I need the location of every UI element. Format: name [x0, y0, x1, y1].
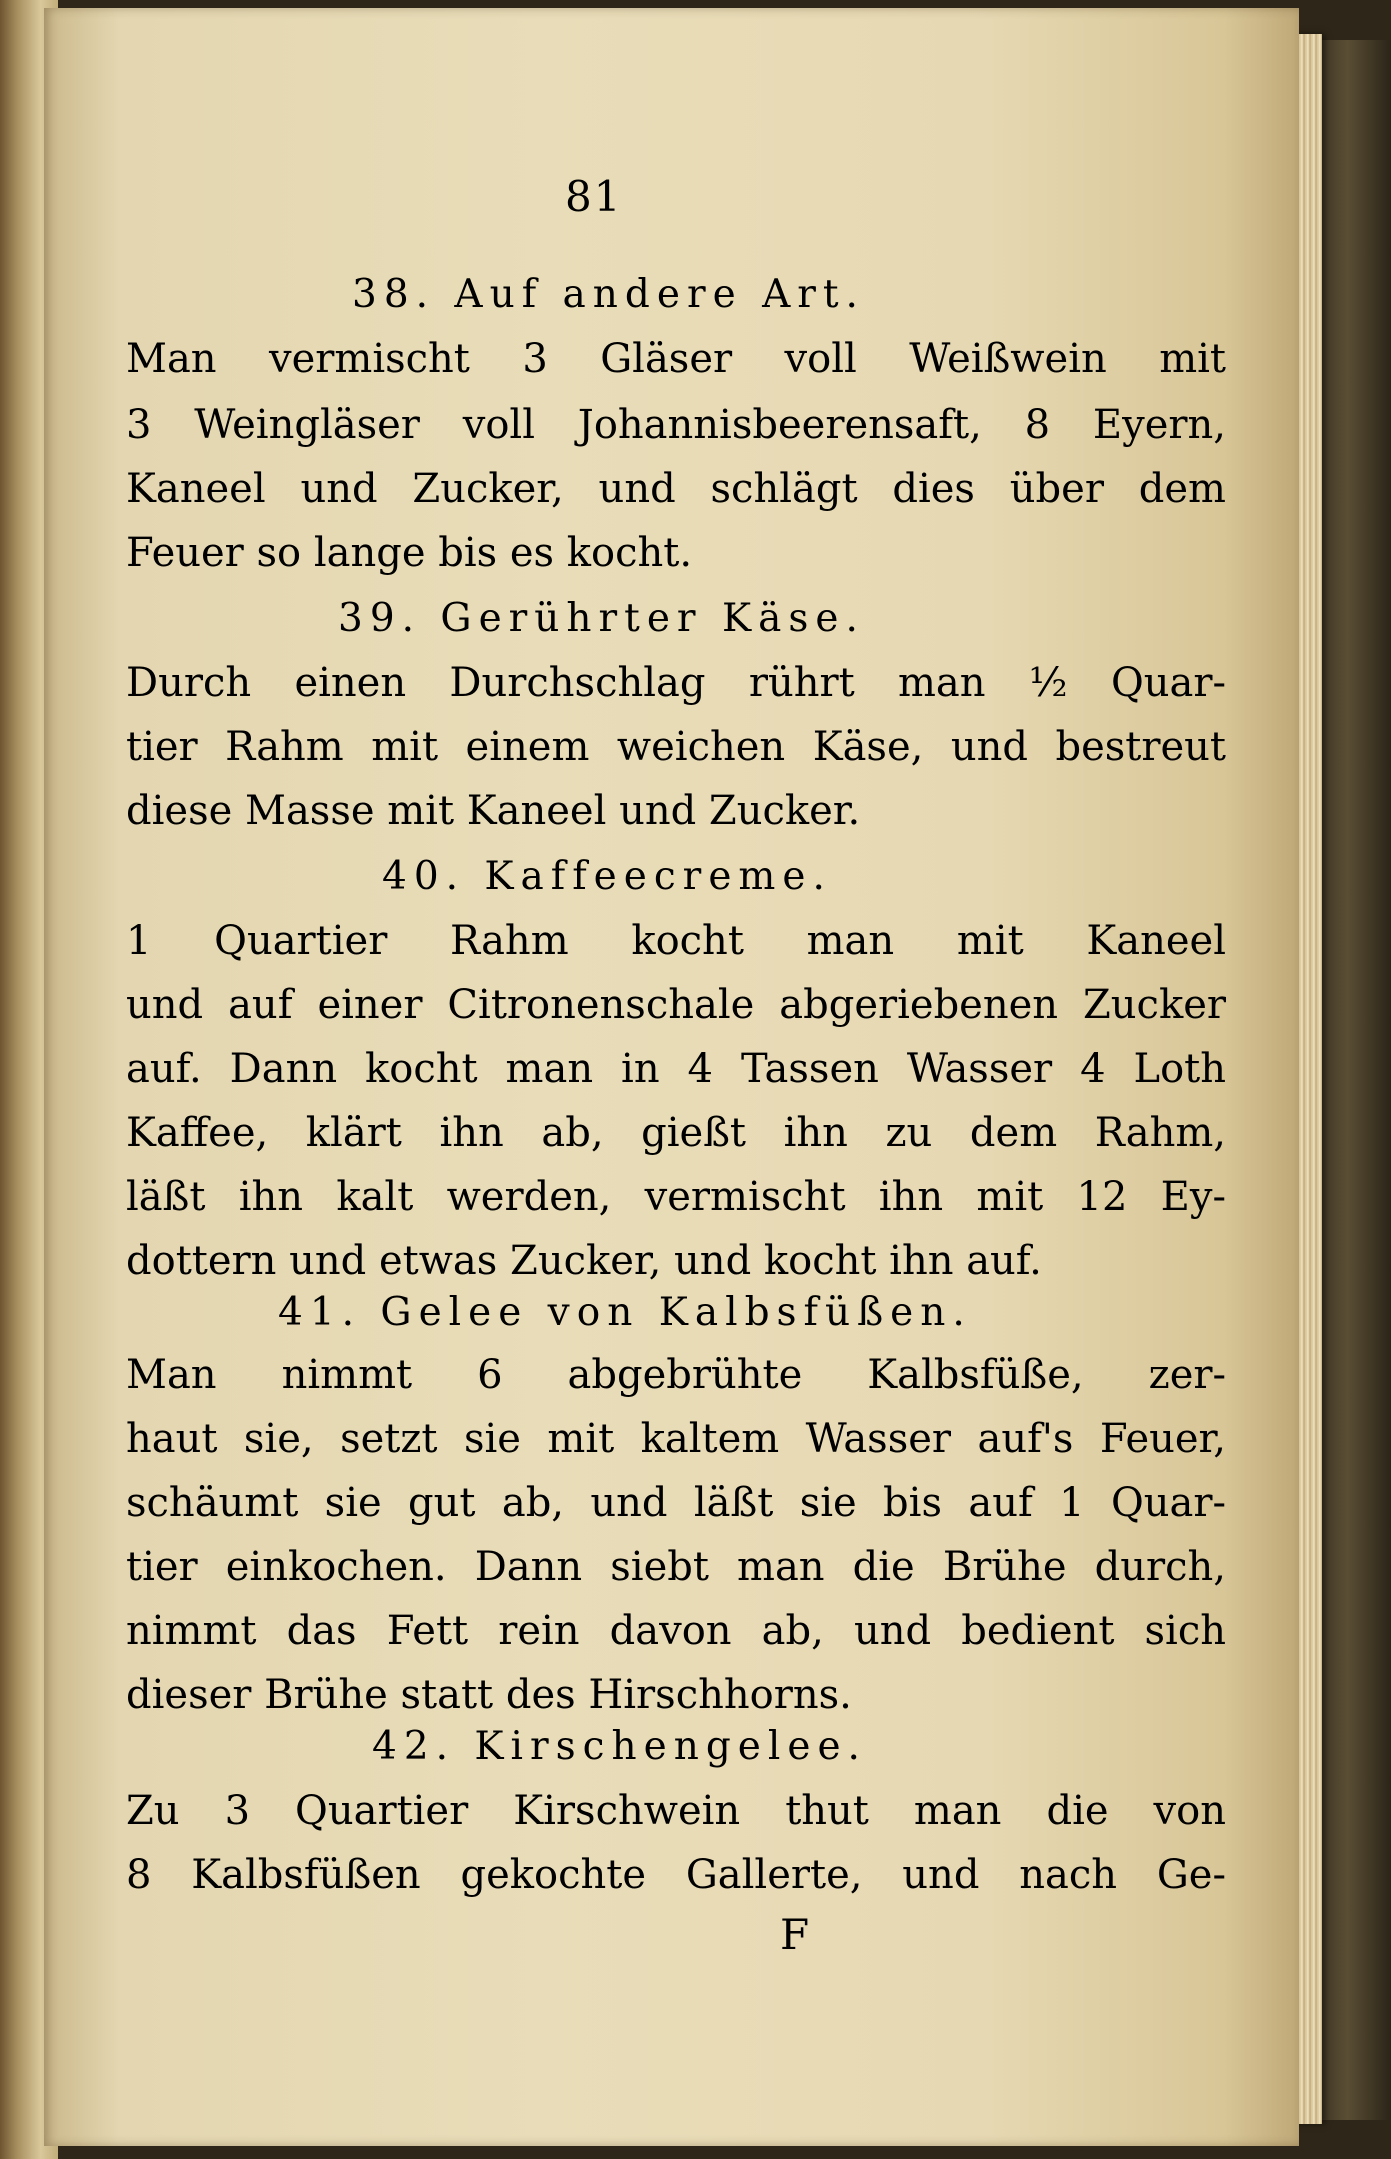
text-line: Man nimmt 6 abgebrühte Kalbsfüße, zer-	[126, 1352, 1226, 1398]
text-line: läßt ihn kalt werden, vermischt ihn mit 12 Ey-	[126, 1174, 1226, 1220]
section-heading: 39. Gerührter Käse.	[338, 596, 865, 641]
text-line: haut sie, setzt sie mit kaltem Wasser auf's Feuer,	[126, 1416, 1226, 1462]
text-line: auf. Dann kocht man in 4 Tassen Wasser 4 Loth	[126, 1046, 1226, 1092]
text-line: schäumt sie gut ab, und läßt sie bis auf 1 Quar-	[126, 1480, 1226, 1526]
text-line: 3 Weingläser voll Johannisbeerensaft, 8 Eyern,	[126, 402, 1226, 448]
text-line: Durch einen Durchschlag rührt man ½ Quar-	[126, 660, 1226, 706]
text-line: Feuer so lange bis es kocht.	[126, 530, 693, 576]
text-line: Man vermischt 3 Gläser voll Weißwein mit	[126, 336, 1226, 382]
text-line: Kaffee, klärt ihn ab, gießt ihn zu dem Rahm,	[126, 1110, 1226, 1156]
section-heading: 41. Gelee von Kalbsfüßen.	[278, 1290, 972, 1335]
text-line: Zu 3 Quartier Kirschwein thut man die von	[126, 1788, 1226, 1834]
section-heading: 38. Auf andere Art.	[352, 272, 865, 317]
text-line: dieser Brühe statt des Hirschhorns.	[126, 1672, 852, 1718]
text-line: tier einkochen. Dann siebt man die Brühe durch,	[126, 1544, 1226, 1590]
signature-mark: F	[780, 1910, 810, 1959]
page-number: 81	[565, 172, 623, 221]
text-line: 8 Kalbsfüßen gekochte Gallerte, und nach Ge-	[126, 1852, 1226, 1898]
text-line: dottern und etwas Zucker, und kocht ihn auf.	[126, 1238, 1042, 1284]
text-line: Kaneel und Zucker, und schlägt dies über dem	[126, 466, 1226, 512]
text-line: nimmt das Fett rein davon ab, und bedient sich	[126, 1608, 1226, 1654]
section-heading: 42. Kirschengelee.	[372, 1724, 867, 1769]
text-line: tier Rahm mit einem weichen Käse, und bestreut	[126, 724, 1226, 770]
text-line: 1 Quartier Rahm kocht man mit Kaneel	[126, 918, 1226, 964]
section-heading: 40. Kaffeecreme.	[382, 854, 832, 899]
text-line: und auf einer Citronenschale abgeriebenen Zucker	[126, 982, 1226, 1028]
book-cover-edge	[1318, 40, 1391, 2120]
text-line: diese Masse mit Kaneel und Zucker.	[126, 788, 861, 834]
